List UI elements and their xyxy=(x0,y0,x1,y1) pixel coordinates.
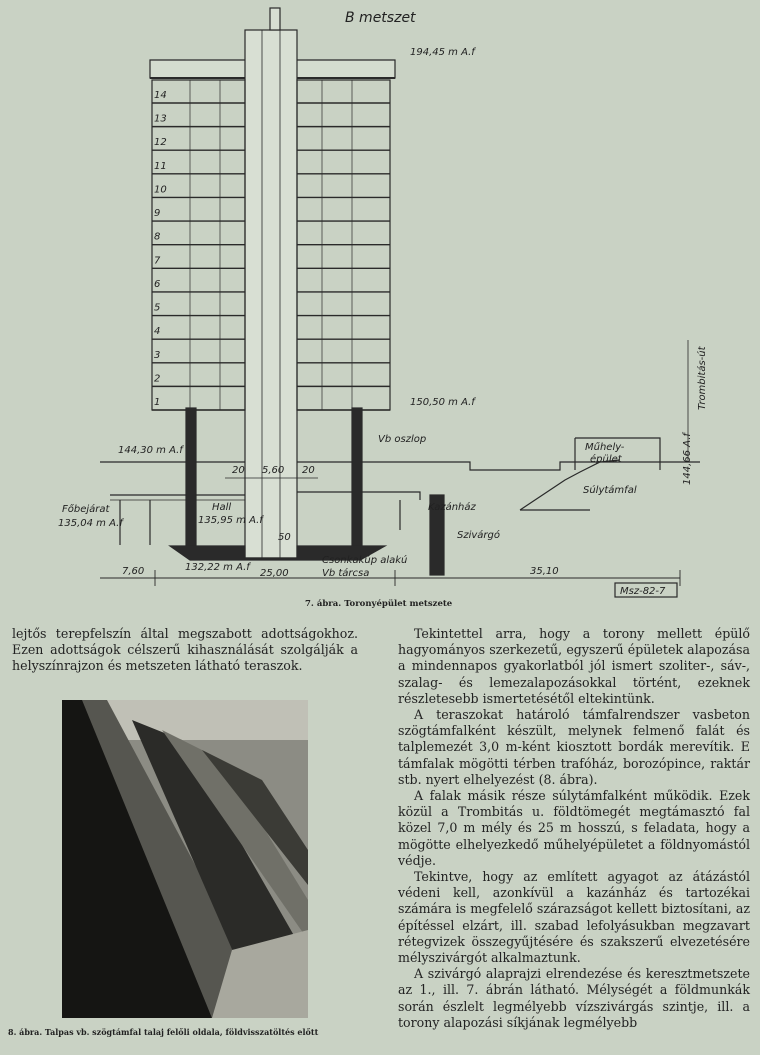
floor-number: 12 xyxy=(154,137,167,149)
foundation-level-label: 132,22 m A.f xyxy=(185,562,250,573)
floor-number: 1 xyxy=(154,397,161,408)
floor-number: 14 xyxy=(154,90,167,101)
dim-20-left: 20 xyxy=(232,465,245,476)
gravity-wall-label: Súlytámfal xyxy=(583,485,637,496)
left-paragraph: lejtős terepfelszín által megszabott adottságokhoz. Ezen adottságok célszerű kihasználását szolgálják a helyszínrajzon és metszeten látható teraszok. xyxy=(12,626,358,674)
boiler-room-label: Kazánház xyxy=(428,502,476,513)
floor-number: 9 xyxy=(154,208,161,220)
floor-number: 5 xyxy=(154,302,161,314)
left-column-text xyxy=(12,626,358,675)
drawing-stamp: Msz-82-7 xyxy=(620,586,666,597)
right-paragraph: Tekintettel arra, hogy a torony mellett épülő hagyományos szerkezetű, egyszerű épületek alapozása a mindennapos gyakorlatból jól ismert szoliter-, sáv-, szalag- és lemezalapozásokkal történt, ezeknek részletesebb ismertetésétől eltekintünk. xyxy=(398,626,750,706)
figure-title: B metszet xyxy=(345,10,416,26)
floor-number: 6 xyxy=(154,278,161,290)
workshop-label-1: Műhely- xyxy=(585,442,625,453)
floor-number: 11 xyxy=(154,160,167,172)
dim-50: 50 xyxy=(278,532,291,543)
floor1-level-label: 150,50 m A.f xyxy=(410,397,475,408)
retaining-wall-photo-image xyxy=(62,700,308,1018)
floor-number: 3 xyxy=(154,349,161,361)
floor-number-group xyxy=(154,90,167,408)
right-paragraph: A szivárgó alaprajzi elrendezése és keresztmetszete az 1., ill. 7. ábrán látható. Mélységét a földmunkák során észlelt legmélyebb vízszivárgás szintje, ill. a torony alapozási síkjának legmélyebb xyxy=(398,966,750,1030)
right-paragraph: A teraszokat határoló támfalrendszer vasbeton szögtámfalként készült, melynek felmenő falát és talplemezét 3,0 m-ként kiosztott bordák merevítik. E támfalak mögötti térben trafóház, borozópince, raktár stb. nyert elhelyezést (8. ábra). xyxy=(398,707,750,787)
disc-label: Vb tárcsa xyxy=(322,568,370,579)
floor-number: 10 xyxy=(154,184,167,196)
floor-number: 4 xyxy=(154,326,161,338)
column-label: Vb oszlop xyxy=(378,434,427,445)
workshop-label-2: épület xyxy=(590,454,622,465)
floor-number: 13 xyxy=(154,113,167,125)
floor-number: 7 xyxy=(154,255,161,267)
road-level-label: 144,66 A.f xyxy=(682,433,693,485)
figure8-photo xyxy=(62,700,308,1018)
cone-label: Csonkakúp alakú xyxy=(322,555,408,566)
hall-level-label: 135,95 m A.f xyxy=(198,515,263,526)
road-label: Trombitás-út xyxy=(697,346,708,410)
roof-level-label: 194,45 m A.f xyxy=(410,47,475,58)
right-paragraph: A falak másik része súlytámfalként működik. Ezek közül a Trombitás u. földtömegét megtámasztó fal közel 7,0 m mély és 25 m hosszú, s feladata, hogy a mögötte elhelyezkedő műhelyépületet a földnyomástól védje. xyxy=(398,788,750,868)
terrace-level-label: 144,30 m A.f xyxy=(118,445,183,456)
hall-label: Hall xyxy=(212,502,232,513)
floor-number: 8 xyxy=(154,231,161,243)
entrance-level-label: 135,04 m A.f xyxy=(58,518,123,529)
dim-5-60: 5,60 xyxy=(262,465,285,476)
figure8-caption: 8. ábra. Talpas vb. szögtámfal talaj felőli oldala, földvisszatöltés előtt xyxy=(8,1027,319,1037)
floor-number: 2 xyxy=(154,373,161,385)
dim-7-60: 7,60 xyxy=(122,566,145,577)
entrance-label: Főbejárat xyxy=(62,504,110,515)
figure7-caption: 7. ábra. Toronyépület metszete xyxy=(305,599,453,609)
dim-25-00: 25,00 xyxy=(260,568,289,579)
drain-label: Szivárgó xyxy=(457,530,500,541)
right-column-text xyxy=(398,626,750,1031)
dim-35-10: 35,10 xyxy=(530,566,559,577)
dim-20-right: 20 xyxy=(302,465,315,476)
right-paragraph: Tekintve, hogy az említett agyagot az átázástól védeni kell, azonkívül a kazánház és tartozékai számára is megfelelő szárazságot kellett biztosítani, az építéssel elzárt, ill. szabad lefolyásukban megzavart rétegvizek összegyűjtésére és szakszerű elvezetésére mélyszivárgót alkalmaztunk. xyxy=(398,869,750,966)
